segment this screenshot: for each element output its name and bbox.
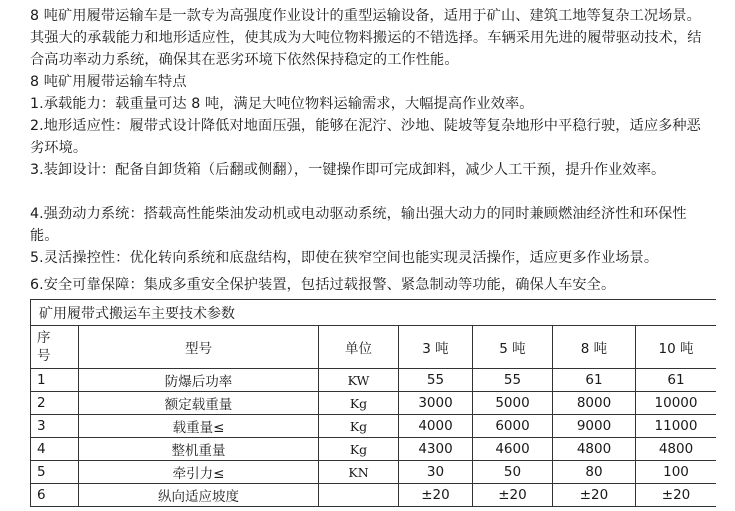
table-row [31,369,717,392]
cell-param: 额定载重量 [79,392,319,415]
cell-unit: Kg [319,415,399,438]
cell-value: ±20 [636,484,717,507]
table-header-row [31,326,717,369]
table-caption: 矿用履带式搬运车主要技术参数 [31,300,717,326]
spec-table [30,299,716,507]
cell-unit: Kg [319,392,399,415]
cell-no: 4 [31,438,79,461]
table-row [31,415,717,438]
cell-value: 4800 [636,438,717,461]
header-10t: 10 吨 [636,326,717,369]
cell-value: 55 [399,369,473,392]
cell-value: 55 [473,369,553,392]
cell-value: 9000 [553,415,636,438]
feature-item-6: 6.安全可靠保障：集成多重安全保护装置，包括过载报警、紧急制动等功能，确保人车安全。 [30,277,616,293]
cell-unit [319,484,399,507]
cell-no: 3 [31,415,79,438]
cell-param: 纵向适应坡度 [79,484,319,507]
cell-value: 10000 [636,392,717,415]
cell-param: 载重量≤ [79,415,319,438]
table-row [31,392,717,415]
header-model: 型号 [79,326,319,369]
feature-item-2: 2.地形适应性：履带式设计降低对地面压强，能够在泥泞、沙地、陡坡等复杂地形中平稳行驶，适应多种恶劣环境。 [30,118,701,156]
cell-no: 2 [31,392,79,415]
cell-value: 5000 [473,392,553,415]
table-row [31,461,717,484]
cell-value: 30 [399,461,473,484]
header-unit: 单位 [319,326,399,369]
feature-item-1: 1.承载能力：载重量可达 8 吨，满足大吨位物料运输需求，大幅提高作业效率。 [30,96,534,112]
cell-value: 100 [636,461,717,484]
cell-unit: KN [319,461,399,484]
intro-paragraph: 8 吨矿用履带运输车是一款专为高强度作业设计的重型运输设备，适用于矿山、建筑工地等复杂工况场景。其强大的承载能力和地形适应性，使其成为大吨位物料搬运的不错选择。车辆采用先进的履带驱动技术，结合高功率动力系统，确保其在恶劣环境下依然保持稳定的工作性能。 [30,8,702,68]
table-caption-row [31,300,717,326]
cell-unit: Kg [319,438,399,461]
header-no [31,326,79,369]
cell-value: 6000 [473,415,553,438]
table-row [31,484,717,507]
cell-value: 61 [636,369,717,392]
cell-value: 80 [553,461,636,484]
header-8t: 8 吨 [553,326,636,369]
header-no-text: 序 号 [37,330,51,364]
cell-unit: KW [319,369,399,392]
cell-param: 防爆后功率 [79,369,319,392]
cell-value: 61 [553,369,636,392]
header-3t: 3 吨 [399,326,473,369]
features-heading: 8 吨矿用履带运输车特点 [30,74,187,90]
cell-param: 整机重量 [79,438,319,461]
table-row [31,438,717,461]
feature-item-5: 5.灵活操控性：优化转向系统和底盘结构，即使在狭窄空间也能实现灵活操作，适应更多作业场景。 [30,250,659,266]
cell-value: 4600 [473,438,553,461]
cell-value: ±20 [553,484,636,507]
feature-item-3: 3.装卸设计：配备自卸货箱（后翻或侧翻），一键操作即可完成卸料，减少人工干预，提升作业效率。 [30,162,666,178]
spec-table-wrapper [30,299,716,511]
cell-value: 4800 [553,438,636,461]
cell-no: 6 [31,484,79,507]
cell-value: 50 [473,461,553,484]
cell-value: 11000 [636,415,717,438]
cell-value: ±20 [473,484,553,507]
cell-value: 4300 [399,438,473,461]
cell-no: 5 [31,461,79,484]
header-5t: 5 吨 [473,326,553,369]
cell-value: 4000 [399,415,473,438]
cell-value: 3000 [399,392,473,415]
feature-item-4: 4.强劲动力系统：搭载高性能柴油发动机或电动驱动系统，输出强大动力的同时兼顾燃油经济性和环保性能。 [30,206,687,244]
cell-param: 牵引力≤ [79,461,319,484]
cell-value: 8000 [553,392,636,415]
cell-value: ±20 [399,484,473,507]
cell-no: 1 [31,369,79,392]
